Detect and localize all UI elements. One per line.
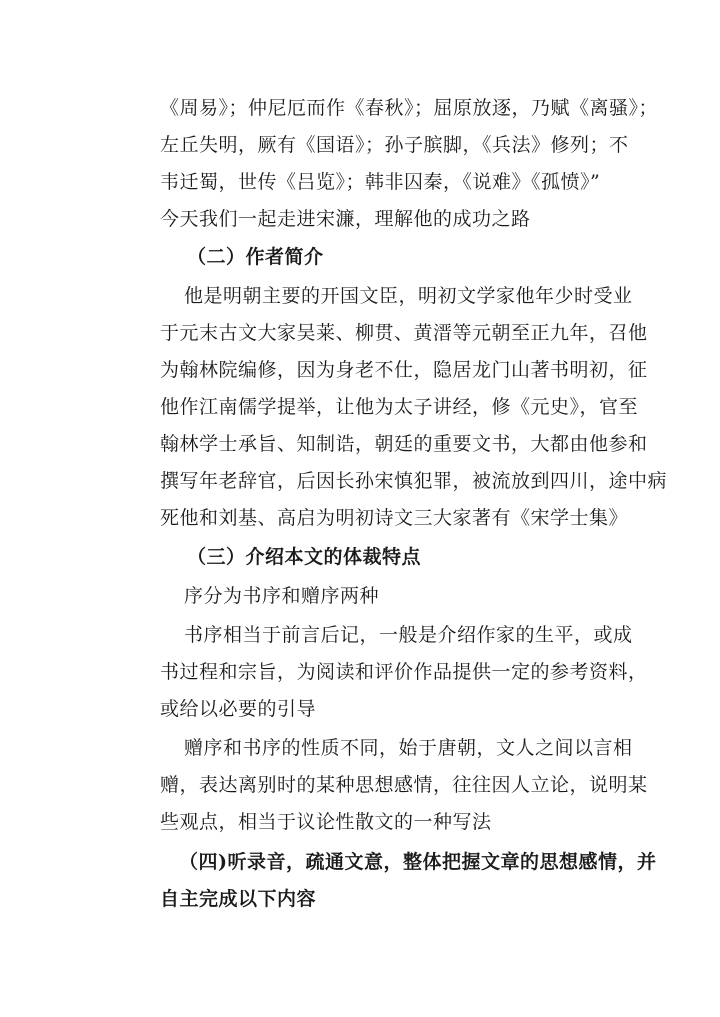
text-line: 他作江南儒学提举，让他为太子讲经，修《元史》，官至	[160, 396, 639, 418]
text-line: 撰写年老辞官，后因长孙宋慎犯罪，被流放到四川，途中病	[160, 470, 668, 492]
text-line: 些观点，相当于议论性散文的一种写法	[160, 811, 492, 833]
text-line: 或给以必要的引导	[160, 698, 317, 720]
section-heading-listening-cont: 自主完成以下内容	[160, 888, 317, 910]
text-line: 《周易》；仲尼厄而作《春秋》；屈原放逐，乃赋《离骚》；	[160, 97, 659, 119]
text-line: 赠，表达离别时的某种思想感情，往往因人立论，说明某	[160, 774, 648, 796]
text-line: 翰林学士承旨、知制诰，朝廷的重要文书，大都由他参和	[160, 433, 648, 455]
text-line: 于元末古文大家吴莱、柳贯、黄溍等元朝至正九年，召他	[160, 322, 648, 344]
text-line: 序分为书序和赠序两种	[184, 585, 380, 607]
section-heading-listening: （四)听录音，疏通文意，整体把握文章的思想感情，并	[179, 851, 657, 873]
text-line: 书序相当于前言后记，一般是介绍作家的生平，或成	[184, 624, 633, 646]
section-heading-genre: （三）介绍本文的体裁特点	[187, 546, 422, 568]
text-line: 为翰林院编修，因为身老不仕，隐居龙门山著书明初，征	[160, 359, 648, 381]
text-line: 韦迁蜀，世传《吕览》；韩非囚秦，《说难》《孤愤》”	[160, 171, 601, 193]
text-line: 死他和刘基、高启为明初诗文三大家著有《宋学士集》	[160, 507, 629, 529]
text-line: 书过程和宗旨，为阅读和评价作品提供一定的参考资料，	[160, 661, 648, 683]
text-line: 今天我们一起走进宋濂，理解他的成功之路	[160, 208, 531, 230]
text-line: 左丘失明，厥有《国语》；孙子膑脚，《兵法》修列；不	[160, 134, 629, 156]
text-line: 赠序和书序的性质不同，始于唐朝，文人之间以言相	[184, 737, 633, 759]
text-line: 他是明朝主要的开国文臣，明初文学家他年少时受业	[184, 285, 633, 307]
section-heading-author: （二）作者简介	[187, 246, 324, 268]
